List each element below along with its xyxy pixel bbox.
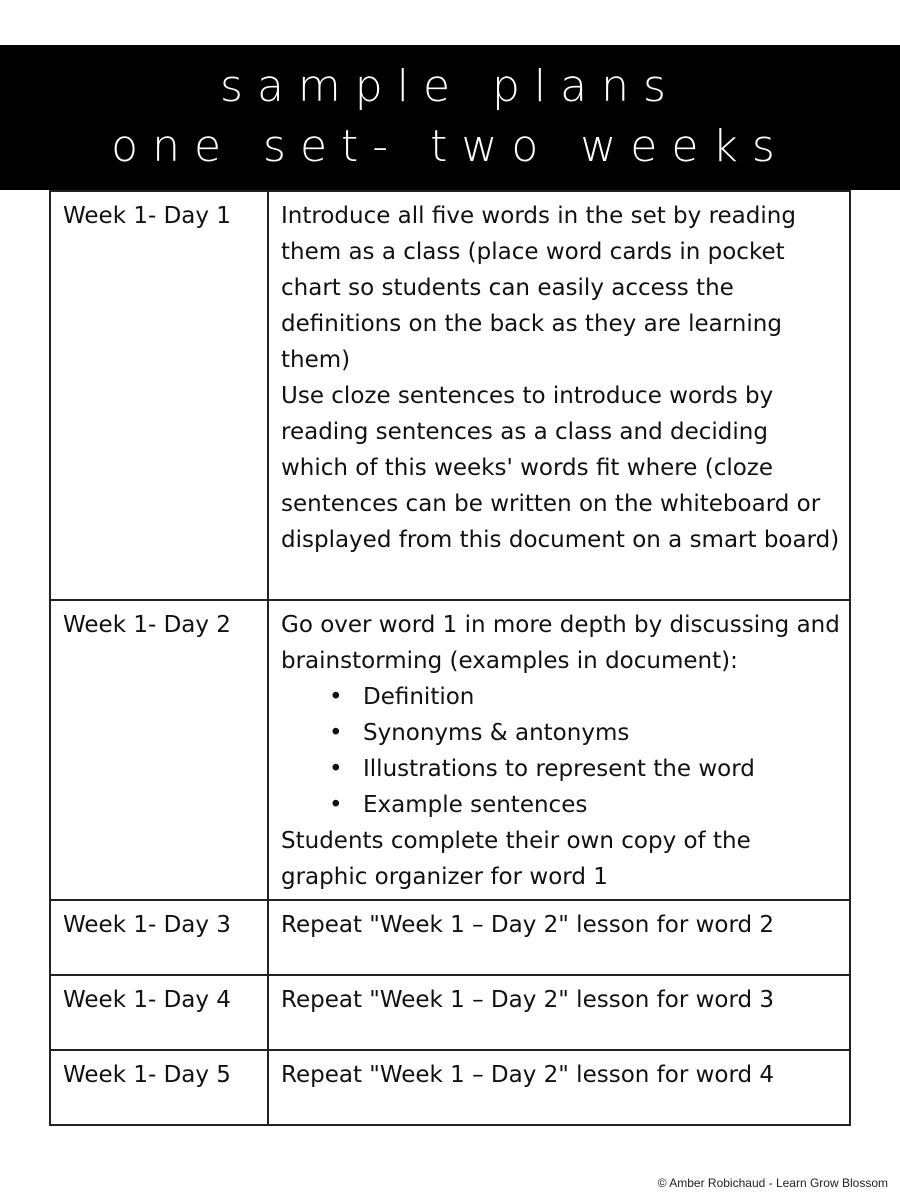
lesson-plan-table	[49, 190, 851, 1126]
bullet-icon: •	[329, 720, 343, 746]
day-label: Week 1- Day 1	[50, 191, 268, 600]
table-row	[50, 900, 850, 975]
lesson-paragraph: Go over word 1 in more depth by discussing and brainstorming (examples in document):	[281, 612, 840, 674]
lesson-paragraph: Students complete their own copy of the graphic organizer for word 1	[281, 828, 751, 890]
list-item: • Illustrations to represent the word	[329, 751, 841, 787]
lesson-cell	[268, 191, 850, 600]
lesson-cell: Repeat "Week 1 – Day 2" lesson for word 4	[268, 1050, 850, 1125]
bullet-icon: •	[329, 756, 343, 782]
title-banner	[0, 45, 900, 190]
bullet-list	[281, 679, 841, 823]
day-label: Week 1- Day 4	[50, 975, 268, 1050]
copyright-footer: © Amber Robichaud - Learn Grow Blossom	[657, 1176, 888, 1190]
lesson-cell	[268, 600, 850, 900]
title-line-1: sample plans	[220, 61, 680, 112]
lesson-paragraph: Use cloze sentences to introduce words by reading sentences as a class and deciding which of this weeks' words fit where (cloze sentences can be written on the whiteboard or displayed from this document on a smart board)	[281, 383, 840, 553]
table-row	[50, 600, 850, 900]
list-item: • Example sentences	[329, 787, 841, 823]
day-label: Week 1- Day 5	[50, 1050, 268, 1125]
day-label: Week 1- Day 2	[50, 600, 268, 900]
day-label: Week 1- Day 3	[50, 900, 268, 975]
bullet-icon: •	[329, 684, 343, 710]
table-row	[50, 1050, 850, 1125]
lesson-cell: Repeat "Week 1 – Day 2" lesson for word 3	[268, 975, 850, 1050]
lesson-cell: Repeat "Week 1 – Day 2" lesson for word 2	[268, 900, 850, 975]
table-row	[50, 191, 850, 600]
bullet-icon: •	[329, 792, 343, 818]
list-item: • Synonyms & antonyms	[329, 715, 841, 751]
list-item: • Definition	[329, 679, 841, 715]
title-line-2: one set- two weeks	[111, 121, 789, 172]
lesson-paragraph: Introduce all five words in the set by reading them as a class (place word cards in pocket chart so students can easily access the definitions on the back as they are learning them)	[281, 203, 796, 373]
table-row	[50, 975, 850, 1050]
